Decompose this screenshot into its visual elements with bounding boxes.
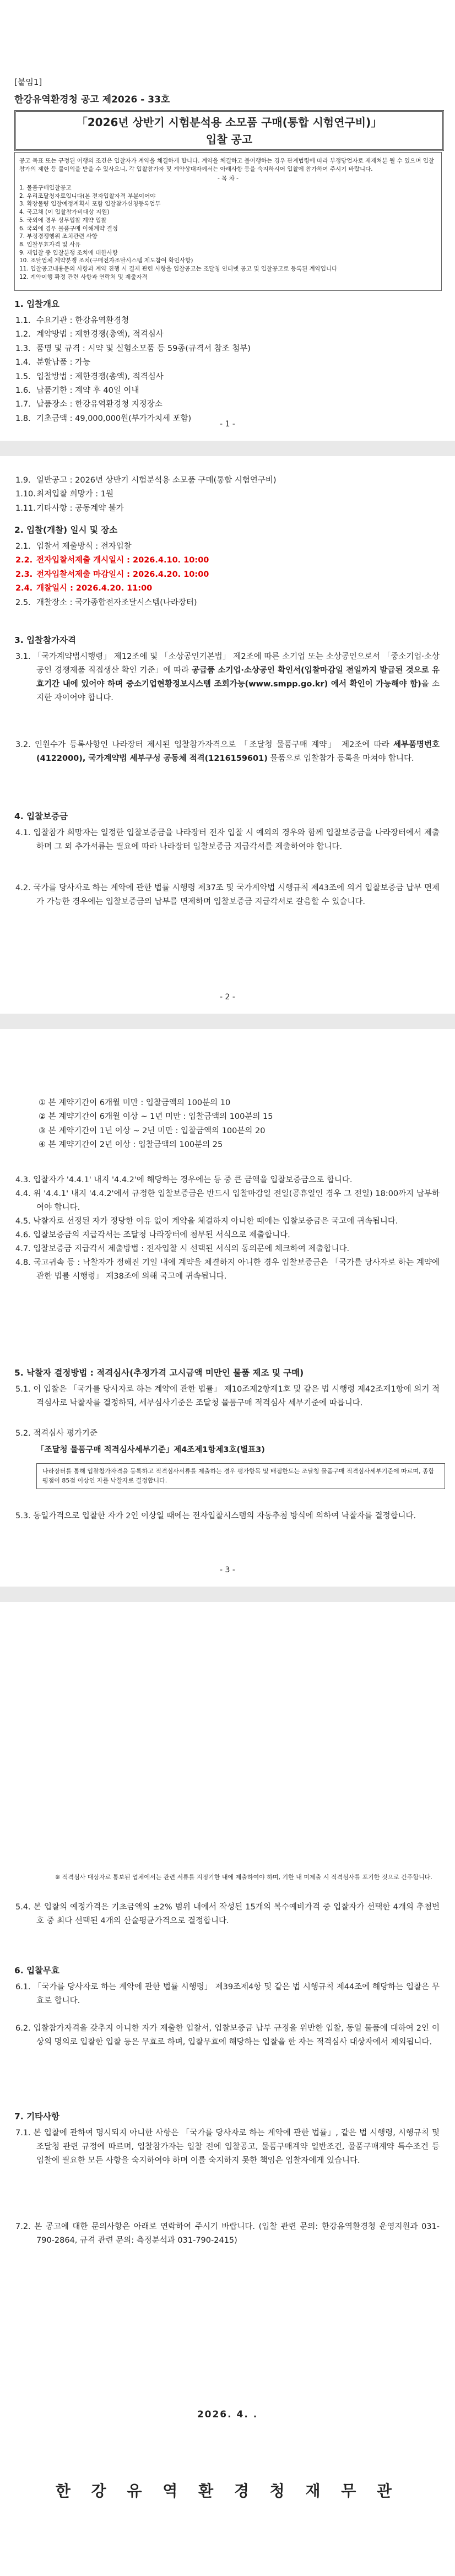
- list-item: 1.3. 품명 및 규격 : 시약 및 실험소모품 등 59종(규격서 참조 첨부): [15, 344, 251, 353]
- s5-criteria-box: 나라장터를 통해 입찰참가자격을 등록하고 적격심사서류를 제출하는 경우 평가항목 및 배점한도는 조달청 물품구매 적격심사세부기준에 따르며, 종합평점이 85점 이상인 자를 낙찰자로 결정합니다.: [36, 1463, 445, 1489]
- list-item: ④ 본 계약기간이 2년 이상 : 입찰금액의 100분의 25: [39, 1140, 223, 1150]
- toc-item: 12. 계약이행 확정 관련 사항과 연락처 및 제출자격: [19, 273, 148, 280]
- toc-item: 1. 물품구매입찰공고: [19, 185, 72, 192]
- s4-para-1: 4.1. 입찰참가 희망자는 일정한 입찰보증금을 나라장터 전자 입찰 시 예외의 경우와 함께 입찰보증금을 나라장터에서 제출하며 그 외 추가서류는 필요에 따라 나라장터 입찰보증금 지급각서를 제출하여야 합니다.: [15, 829, 440, 851]
- page-number: - 1 -: [220, 420, 235, 429]
- page-divider: [0, 1014, 455, 1029]
- s2-list: [15, 540, 440, 610]
- list-item: 2.5. 개찰장소 : 국가종합전자조달시스템(나라장터): [15, 598, 197, 607]
- list-item: 2.2. 전자입찰서제출 개시일시 : 2026.4.10. 10:00: [15, 556, 209, 565]
- list-item: 4.7. 입찰보증금 지급각서 제출방법 : 전자입찰 시 선택된 서식의 동의문에 체크하여 제출합니다.: [15, 1244, 350, 1253]
- list-item: 1.5. 입찰방법 : 제한경쟁(총액), 적격심사: [15, 372, 164, 381]
- s5-para-1: 5.1. 이 입찰은 「국가를 당사자로 하는 계약에 관한 법률」 제10조제2항제1호 및 같은 법 시행령 제42조제1항에 의거 적격심사로 낙찰자를 결정하되, 세부심사기준은 조달청 물품구매 적격심사 세부기준에 따릅니다.: [15, 1385, 440, 1408]
- section-6-title: 6. 입찰무효: [14, 1966, 59, 1976]
- section-2-title: 2. 입찰(개찰) 일시 및 장소: [14, 525, 118, 535]
- list-item: ③ 본 계약기간이 1년 이상 ~ 2년 미만 : 입찰금액의 100분의 20: [39, 1126, 266, 1135]
- list-item: 4.4. 위 '4.4.1' 내지 '4.4.2'에서 규정한 입찰보증금은 반드시 입찰마감일 전일(공휴일인 경우 그 전일) 18:00까지 납부하여야 합니다.: [15, 1189, 440, 1212]
- s3-emphasis: 공급품 소기업·소상공인 확인서(입찰마감일 전일까지 발급된 것으로 유효기간 내에 있어야 하며 중소기업현황정보시스템 조회가능(www.smpp.go.kr) 에서 확인이 가능해야 함): [36, 665, 440, 689]
- toc-item: 11. 입찰공고내용문의 사항과 계약 진행 시 결제 관련 사항을 입찰공고는 조달청 인터넷 공고 및 입찰공고로 등록된 계약입니다: [19, 265, 338, 272]
- notice-number: 한강유역환경청 공고 제2026 - 33호: [14, 94, 170, 105]
- document-subtitle: 입찰 공고: [205, 133, 253, 146]
- list-item: 4.3. 입찰자가 '4.4.1' 내지 '4.4.2'에 해당하는 경우에는 등 중 큰 금액을 입찰보증금으로 합니다.: [15, 1176, 353, 1184]
- s4-subitems: [39, 1096, 441, 1152]
- s5-para-2: 5.2. 적격심사 평가기준: [15, 1429, 98, 1438]
- list-item: 2.1. 입찰서 제출방식 : 전자입찰: [15, 542, 132, 551]
- page-number: - 3 -: [220, 1566, 235, 1574]
- s6-para-1: 6.1. 「국가를 당사자로 하는 계약에 관한 법률 시행령」 제39조제4항 및 같은 법 시행규칙 제44조에 해당하는 입찰은 무효로 합니다.: [15, 1983, 440, 2005]
- toc-item: 4. 국고채 (이 입찰참가비대상 지원): [19, 209, 110, 216]
- page-divider: [0, 441, 455, 456]
- section-7-title: 7. 기타사항: [14, 2112, 59, 2122]
- list-item: 4.8. 국고귀속 등 : 낙찰자가 정해진 기일 내에 계약을 체결하지 아니한 경우 입찰보증금은 「국가를 당사자로 하는 계약에 관한 법률 시행령」 제38조에 의해 국고에 귀속됩니다.: [15, 1258, 440, 1281]
- list-item: 4.6. 입찰보증금의 지급각서는 조달청 나라장터에 첨부된 서식으로 제출합니다.: [15, 1230, 290, 1240]
- s6-para-2: 6.2. 입찰참가자격을 갖추지 아니한 자가 제출한 입찰서, 입찰보증금 납부 규정을 위반한 입찰, 동일 물품에 대하여 2인 이상의 명의로 입찰한 입찰 등은 무효로 하며, 입찰무효에 해당하는 입찰을 한 자는 적격심사 대상자에서 제외됩니다.: [15, 2024, 440, 2047]
- notice-date: 2026. 4. .: [197, 2409, 258, 2420]
- s5-box-title: 「조달청 물품구매 적격심사세부기준」제4조제1항제3호(별표3): [36, 1446, 265, 1454]
- toc-item: 10. 조달업체 계약분쟁 조치(구매전자조달시스템 제도참여 확인사항): [19, 257, 193, 264]
- document-title: 「2026년 상반기 시험분석용 소모품 구매(통합 시험연구비)」: [76, 116, 382, 129]
- toc-item: 3. 확장물량 입찰예정계획서 포함 입찰참가신청등록업무: [19, 201, 161, 208]
- list-item: 1.6. 납품기한 : 계약 후 40일 이내: [15, 386, 139, 395]
- section-3-title: 3. 입찰참가자격: [14, 635, 76, 645]
- list-item: 1.4. 분할납품 : 가능: [15, 358, 91, 367]
- list-item: 1.11.기타사항 : 공동계약 불가: [15, 504, 124, 513]
- s5-para-4: 5.4. 본 입찰의 예정가격은 기초금액의 ±2% 범위 내에서 작성된 15개의 복수예비가격 중 입찰자가 선택한 4개의 추첨번호 중 최다 선택된 4개의 산술평균가격으로 결정합니다.: [15, 1903, 440, 1925]
- toc-item: 9. 재입찰 중 입찰분쟁 조치에 대한사항: [19, 249, 118, 256]
- page-divider: [0, 1587, 455, 1602]
- title-box: [14, 110, 444, 151]
- s4-more: [15, 1173, 440, 1284]
- list-item: 1.1. 수요기관 : 한강유역환경청: [15, 316, 129, 325]
- notice-box: [14, 152, 442, 291]
- s3-para-2: 3.2. 인원수가 등록사항인 나라장터 제시된 입찰참가자격으로 「조달청 물품구매 계약」 제2조에 따라 세부품명번호(4122000), 국가계약법 세부구성 공동체 적격(1216159601) 물품으로 입찰참가 등록을 마쳐야 합니다.: [15, 740, 440, 763]
- list-item: 2.4. 개찰일시 : 2026.4.20. 11:00: [15, 584, 153, 593]
- s1-list-cont: [15, 474, 440, 516]
- toc-item: 7. 부정경쟁행위 조치관련 사항: [19, 233, 98, 240]
- s1-list: [15, 314, 440, 426]
- s3-para-1: 3.1. 「국가계약법시행령」 제12조에 및 「소상공인기본법」 제2조에 따른 소기업 또는 소상공인으로서 「중소기업·소상공인 경쟁제품 직접생산 확인 기준」에 따라 공급품 소기업·소상공인 확인서(입찰마감일 전일까지 발급된 것으로 유효기간 내에 있어야 하며 중소기업현황정보시스템 조회가능(www.smpp.go.kr) 에서 확인이 가능해야 함)을 소지한 자이어야 합니다.: [15, 652, 440, 702]
- list-item: 1.7. 납품장소 : 한강유역환경청 지정장소: [15, 400, 162, 409]
- toc-item: 2. 우리조달청자료입니다(본 전자입찰자격 부분이어야: [19, 192, 156, 199]
- section-5-title: 5. 낙찰자 결정방법 : 적격심사(추정가격 고시금액 미만인 물품 제조 및 구매): [14, 1368, 304, 1378]
- list-item: 4.5. 낙찰자로 선정된 자가 정당한 이유 없이 계약을 체결하지 아니한 때에는 입찰보증금은 국고에 귀속됩니다.: [15, 1216, 398, 1226]
- s7-para-1: 7.1. 본 입찰에 관하여 명시되지 아니한 사항은 「국가를 당사자로 하는 계약에 관한 법률」, 같은 법 시행령, 시행규칙 및 조달청 관련 규정에 따르며, 입찰참가자는 입찰 전에 입찰공고, 물품구매계약 일반조건, 물품구매계약 특수조건 등 입찰에 필요한 모든 사항을 숙지하여야 하며 이를 숙지하지 못한 책임은 입찰자에게 있습니다.: [15, 2129, 440, 2165]
- s5-para-3: 5.3. 동일가격으로 입찰한 자가 2인 이상일 때에는 전자입찰시스템의 자동추첨 방식에 의하여 낙찰자를 결정합니다.: [15, 1512, 416, 1520]
- list-item: 1.2. 계약방법 : 제한경쟁(총액), 적격심사: [15, 330, 164, 339]
- section-1-title: 1. 입찰개요: [14, 299, 59, 309]
- list-item: 2.3. 전자입찰서제출 마감일시 : 2026.4.20. 10:00: [15, 570, 209, 579]
- toc-item: 8. 입찰무효자격 및 사유: [19, 241, 81, 248]
- toc-item: 5. 국외에 경우 상무입찰 계약 입찰: [19, 217, 107, 224]
- toc-item: 6. 국외에 경우 물품구매 이해계약 결정: [19, 225, 118, 232]
- page-number: - 2 -: [220, 993, 235, 1002]
- list-item: 1.10.최저입찰 희망가 : 1원: [15, 490, 113, 499]
- contents-label: - 목 차 -: [218, 175, 239, 182]
- s5-footnote: ※ 적격심사 대상자로 통보된 업체에서는 관련 서류를 지정기한 내에 제출하여야 하며, 기한 내 미제출 시 적격심사를 포기한 것으로 간주합니다.: [55, 1874, 432, 1881]
- list-item: ① 본 계약기간이 6개월 미만 : 입찰금액의 100분의 10: [39, 1098, 231, 1107]
- attachment-label: [붙임1]: [14, 77, 42, 87]
- section-4-title: 4. 입찰보증금: [14, 811, 68, 821]
- list-item: ② 본 계약기간이 6개월 이상 ~ 1년 미만 : 입찰금액의 100분의 15: [39, 1112, 273, 1122]
- list-item: 1.9. 일반공고 : 2026년 상반기 시험분석용 소모품 구매(통합 시험연구비): [15, 476, 277, 485]
- list-item: 1.8. 기초금액 : 49,000,000원(부가가치세 포함): [15, 414, 192, 423]
- s4-para-2: 4.2. 국가를 당사자로 하는 계약에 관한 법률 시행령 제37조 및 국가계약법 시행규칙 제43조에 의거 입찰보증금 납부 면제가 가능한 경우에는 입찰보증금의 납부를 면제하며 입찰보증금 지급각서로 갈음할 수 있습니다.: [15, 884, 440, 906]
- s7-para-2: 7.2. 본 공고에 대한 문의사항은 아래로 연락하여 주시기 바랍니다. (입찰 관련 문의: 한강유역환경청 운영지원과 031-790-2864, 규격 관련 문의: 측정분석과 031-790-2415): [15, 2222, 440, 2245]
- notice-lead: 공고 목표 또는 규정된 이행의 조건은 입찰자가 계약을 체결하게 합니다. 계약을 체결하고 불이행하는 경우 관계법령에 따라 부정당업자로 제재처분 될 수 있으며 입찰참가의 제한 등 불이익을 받을 수 있사오니, 각 입찰참가자 및 계약상대자께서는 아래사항 등을 숙지하시어 입찰에 참가하여 주시기 바랍니다.: [19, 158, 435, 172]
- issuer-signature: 한 강 유 역 환 경 청 재 무 관: [55, 2482, 400, 2500]
